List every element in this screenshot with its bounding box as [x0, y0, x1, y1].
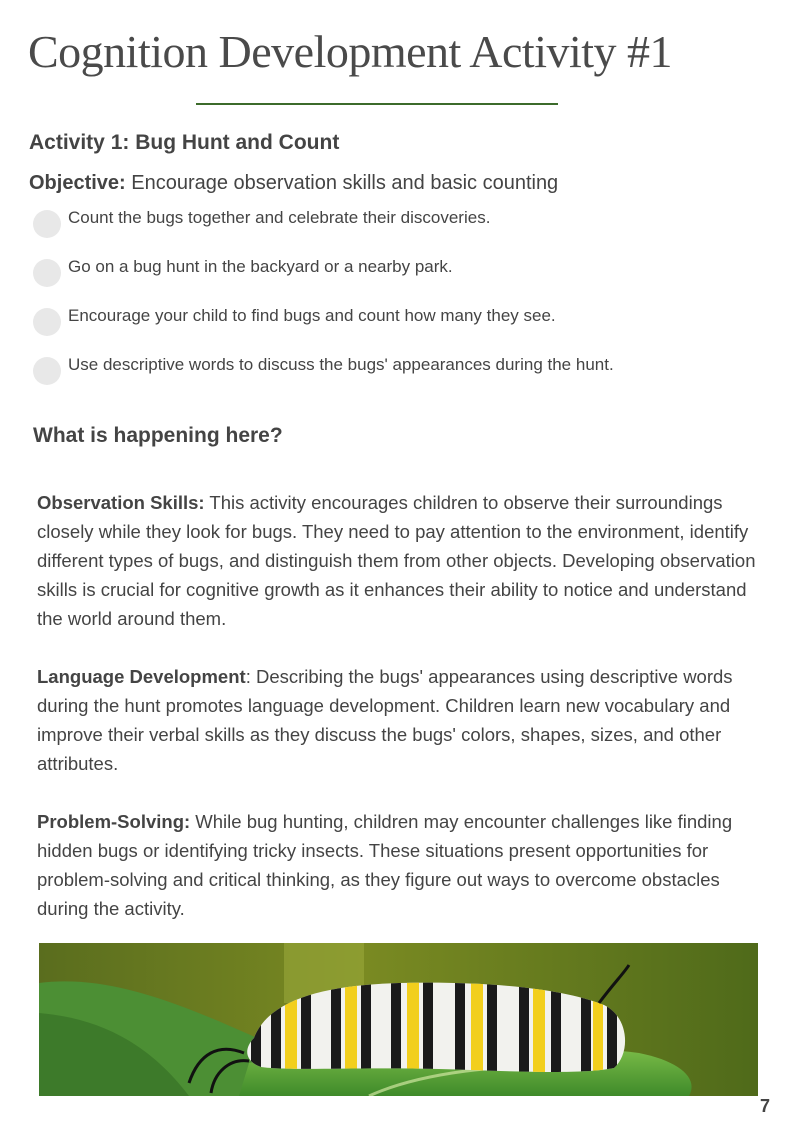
paragraph-term: Observation Skills:	[37, 492, 205, 513]
objective-line	[29, 172, 558, 195]
list-item-text: Count the bugs together and celebrate their discoveries.	[68, 208, 491, 227]
bullet-circle-icon	[33, 259, 61, 287]
list-item-text: Go on a bug hunt in the backyard or a nearby park.	[68, 257, 453, 276]
paragraph-text: This activity encourages children to observe their surroundings closely while they look for bugs. They need to pay attention to the environment, identify different types of bugs, and distinguish them from other objects. Developing observation skills is crucial for cognitive growth as it enhances their ability to notice and understand the world around them.	[37, 492, 756, 629]
paragraph-term: Language Development	[37, 666, 246, 687]
list-item	[33, 255, 773, 304]
bullet-circle-icon	[33, 357, 61, 385]
caterpillar-photo	[39, 943, 758, 1096]
list-item	[33, 353, 773, 402]
section-title: What is happening here?	[33, 424, 283, 447]
page-number: 7	[760, 1096, 771, 1116]
activity-steps-list	[33, 206, 773, 402]
title-divider	[196, 103, 558, 105]
paragraph-text: : Describing the bugs' appearances using descriptive words during the hunt promotes language development. Children learn new vocabulary and improve their verbal skills as they discuss the bugs' colors, shapes, sizes, and other attributes.	[37, 666, 733, 774]
objective-label: Objective:	[29, 172, 126, 194]
list-item	[33, 304, 773, 353]
paragraph-term: Problem-Solving:	[37, 811, 191, 832]
list-item	[33, 206, 773, 255]
list-item-text: Use descriptive words to discuss the bugs' appearances during the hunt.	[68, 355, 614, 374]
paragraph-language	[37, 662, 767, 778]
bullet-circle-icon	[33, 308, 61, 336]
paragraph-text: While bug hunting, children may encounter challenges like finding hidden bugs or identifying tricky insects. These situations present opportunities for problem-solving and critical thinking, as they figure out ways to overcome obstacles during the activity.	[37, 811, 733, 919]
list-item-text: Encourage your child to find bugs and count how many they see.	[68, 306, 556, 325]
bullet-circle-icon	[33, 210, 61, 238]
paragraph-problem-solving	[37, 807, 767, 923]
paragraph-observation	[37, 488, 767, 633]
activity-title: Activity 1: Bug Hunt and Count	[29, 131, 340, 154]
objective-text: Encourage observation skills and basic counting	[125, 172, 559, 194]
page-title: Cognition Development Activity #1	[28, 26, 673, 77]
